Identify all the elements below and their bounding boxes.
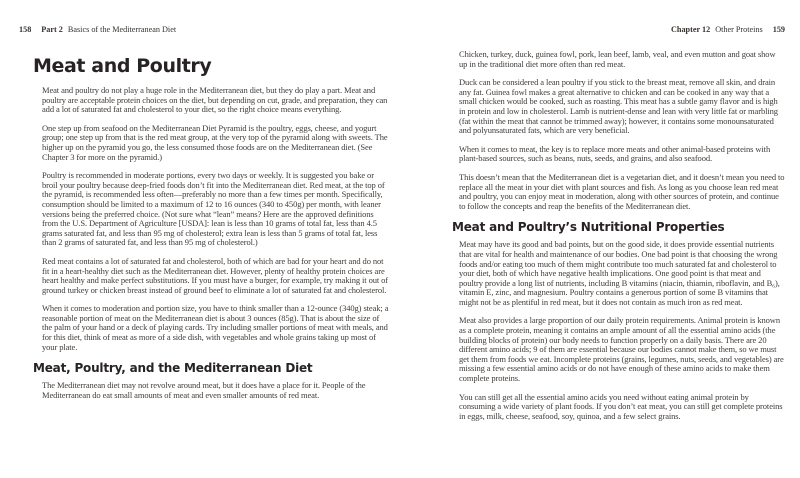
paragraph: Meat also provides a large proportion of our daily protein requirements. Animal protein is known as a complete protein, meaning it contains an ample amount of all the essential amino acids (the building blocks of protein) our body needs to function properly on a daily basis. There are 20 different amino acids; 9 of them are essential because our bodies cannot make them, so we must get them from foods we eat. Incomplete proteins (grains, legumes, nuts, seeds, and vegetables) are missing a few essential amino acids or do not have enough of these amino acids to make them complete proteins.: [459, 315, 784, 384]
left-page: [19, 25, 391, 409]
left-body-text: [42, 86, 391, 352]
left-subsection-text: [42, 381, 391, 400]
paragraph: When it comes to moderation and portion size, you have to think smaller than a 12-ounce (340g) steak; a reasonable portion of meat on the Mediterranean diet is about 3 ounces (85g). That is about the size of the palm of your hand or a deck of playing cards. Try including smaller portions of meat with meals, and for this diet, think of meat as more of a side dish, with vegetables and whole grains taking up most of your plate.: [42, 303, 389, 352]
right-subheading: Meat and Poultry’s Nutritional Properties: [452, 220, 725, 235]
paragraph: You can still get all the essential amino acids you need without eating animal protein by consuming a wide variety of plant foods. If you don’t eat meat, you can still get complete proteins in eggs, milk, cheese, seafood, soy, quinoa, and a few select grains.: [459, 391, 783, 421]
chapter-name: Other Proteins: [715, 25, 763, 34]
paragraph: Duck can be considered a lean poultry if you stick to the breast meat, remove all skin, and drain any fat. Guinea fowl makes a great alternative to chicken and can be cooked in any way that a small chicken would be cooked, such as roasting. This meat has a subtle gamy flavor and is high in protein and low in cholesterol. Lamb is nutrient-dense and lean with very little fat or marbling (fat within the meat that cannot be trimmed away); however, it contains some monounsaturated and polyunsaturated fats, which are very beneficial.: [459, 77, 778, 136]
paragraph: When it comes to meat, the key is to replace more meats and other animal-based proteins with plant-based sources, such as beans, nuts, seeds, and grains, and also seafood.: [459, 143, 771, 164]
part-title: Basics of the Mediterranean Diet: [67, 25, 177, 34]
right-running-head: [452, 25, 785, 35]
paragraph: Red meat contains a lot of saturated fat and cholesterol, both of which are bad for your heart and do not fit in a heart-healthy diet such as the Mediterranean diet. However, plenty of healthy protein choices are heart healthy and make perfect substitutions. If you must have a burger, for example, try making it out of ground turkey or chicken breast instead of ground beef to eliminate a lot of saturated fat and cholesterol.: [42, 255, 389, 295]
paragraph: Meat and poultry do not play a huge role in the Mediterranean diet, but they do play a part. Meat and poultry are acceptable protein choices on the diet, but depending on cut, grade, and preparation, they can add a lot of saturated fat and cholesterol to your diet, so the right choice means everything.: [42, 85, 388, 115]
chapter-label: Chapter 12: [670, 25, 711, 34]
left-page-number: 158: [19, 25, 32, 34]
right-body-text: [459, 50, 785, 211]
part-label: Part 2: [41, 25, 63, 34]
left-subheading: Meat, Poultry, and the Mediterranean Diet: [33, 361, 313, 376]
paragraph: This doesn’t mean that the Mediterranean diet is a vegetarian diet, and it doesn’t mean you need to replace all the meat in your diet with plant sources and fish. As long as you choose lean red meat and poultry, you can enjoy meat in moderation, along with other sources of protein, and continue to follow the concepts and reap the benefits of the Mediterranean diet.: [459, 171, 785, 211]
right-page: [452, 25, 785, 430]
left-running-head: [19, 25, 391, 35]
paragraph: The Mediterranean diet may not revolve around meat, but it does have a place for it. People of the Mediterranean do eat small amounts of meat and even smaller amounts of red meat.: [42, 380, 366, 400]
paragraph: One step up from seafood on the Mediterranean Diet Pyramid is the poultry, eggs, cheese, and yogurt group; one step up from that is the red meat group, at the very top of the pyramid along with sweets. The higher up on the pyramid you go, the less consumed those foods are on the Mediterranean diet. (See Chapter 3 for more on the pyramid.): [42, 122, 388, 162]
paragraph: Chicken, turkey, duck, guinea fowl, pork, lean beef, lamb, veal, and even mutton and goat show up in the traditional diet more often than red meat.: [459, 49, 776, 69]
section-title: Meat and Poultry: [33, 55, 212, 77]
right-page-number: 159: [772, 25, 785, 34]
paragraph: Meat may have its good and bad points, but on the good side, it does provide essential nutrients that are vital for health and maintenance of our bodies. One bad point is that choosing the wrong foods and/or eating too much of them might contribute too much saturated fat and cholesterol to your diet, both of which have negative health implications. One good point is that meat and poultry provide a long list of nutrients, including B vitamins (niacin, thiamin, riboflavin, and B₆), vitamin E, zinc, and magnesium. Poultry contains a generous portion of some B vitamins that might not be as plentiful in red meat, but it does not contain as much iron as red meat.: [459, 239, 780, 307]
right-subsection-text: [459, 240, 785, 421]
paragraph: Poultry is recommended in moderate portions, every two days or weekly. It is suggested you bake or broil your poultry because deep-fried foods don’t fit into the Mediterranean diet. Red meat, at the top of the pyramid, is recommended less often—preferably no more than a few times per month. Specifically, consumption should be limited to a maximum of 12 to 16 ounces (340 to 450g) per month, with leaner versions being the preferred choice. (Not sure what “lean” means? Here are the approved definitions from the U.S. Department of Agriculture [USDA]: lean is less than 10 grams of total fat, less than 4.5 grams saturated fat, and less than 95 mg of cholesterol; extra lean is less than 5 grams of total fat, less than 2 grams of saturated fat, and less than 95 mg of cholesterol.): [42, 170, 385, 248]
